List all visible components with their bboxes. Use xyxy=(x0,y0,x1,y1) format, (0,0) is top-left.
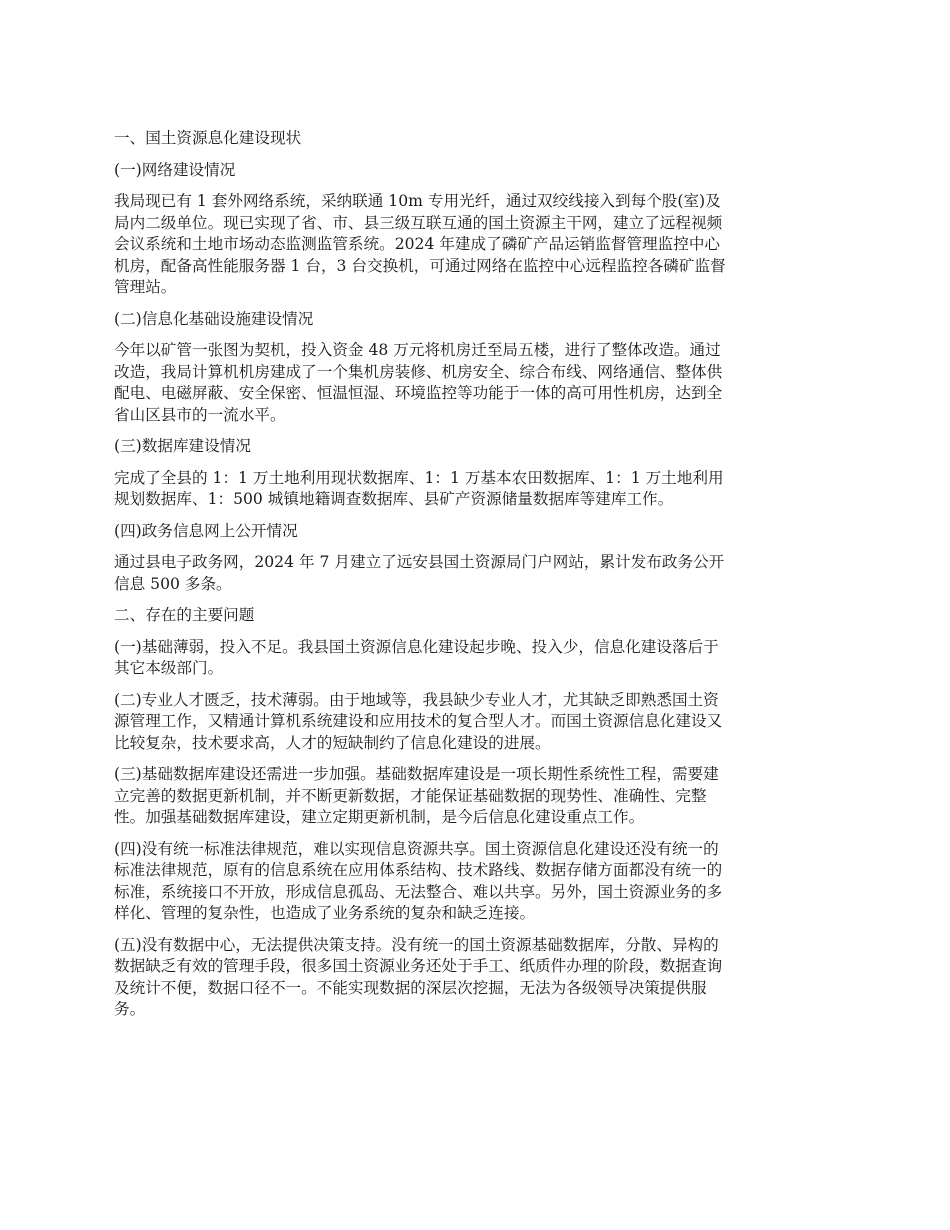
text-line: 其它本级部门。 xyxy=(114,659,224,677)
text-line: 二、存在的主要问题 xyxy=(114,606,255,624)
text-line: 源管理工作，又精通计算机系统建设和应用技术的复合型人才。而国土资源信息化建设又 xyxy=(114,712,723,730)
text-line: 立完善的数据更新机制，并不断更新数据，才能保证基础数据的现势性、准确性、完整 xyxy=(114,786,707,805)
subsection-heading-infrastructure xyxy=(114,309,838,331)
text-line: 机房，配备高性能服务器 1 台，3 台交换机，可通过网络在监控中心远程监控各磷矿监督 xyxy=(114,256,726,275)
paragraph-problem-3 xyxy=(114,764,838,829)
text-line: 今年以矿管一张图为契机，投入资金 48 万元将机房迁至局五楼，进行了整体改造。通过 xyxy=(114,341,721,359)
text-line: (一)网络建设情况 xyxy=(114,160,236,179)
paragraph-infrastructure xyxy=(114,340,838,426)
text-line: 完成了全县的 1：1 万土地利用现状数据库、1：1 万基本农田数据库、1：1 万土地利用 xyxy=(114,468,724,487)
text-line: 省山区县市的一流水平。 xyxy=(114,405,286,424)
text-line: 我局现已有 1 套外网络系统，采纳联通 10m 专用光纤，通过双绞线接入到每个股(室)及 xyxy=(114,192,721,210)
paragraph-problem-5 xyxy=(114,935,838,1021)
text-line: 管理站。 xyxy=(114,278,177,296)
subsection-heading-network xyxy=(114,160,838,182)
subsection-heading-disclosure xyxy=(114,521,838,543)
section-heading-1 xyxy=(114,128,838,150)
text-line: 标准法律规范，原有的信息系统在应用体系结构、技术路线、数据存储方面都没有统一的 xyxy=(114,861,723,879)
text-line: 信息 500 多条。 xyxy=(114,574,232,593)
text-line: 一、国土资源息化建设现状 xyxy=(114,129,302,147)
text-line: 比较复杂，技术要求高，人才的短缺制约了信息化建设的进展。 xyxy=(114,733,551,752)
text-line: 标准，系统接口不开放，形成信息孤岛、无法整合、难以共享。另外，国土资源业务的多 xyxy=(114,882,723,901)
paragraph-database xyxy=(114,468,838,511)
text-line: 及统计不便，数据口径不一。不能实现数据的深层次挖掘，无法为各级领导决策提供服 xyxy=(114,978,707,997)
text-line: 性。加强基础数据库建设，建立定期更新机制，是今后信息化建设重点工作。 xyxy=(114,808,645,826)
subsection-heading-database xyxy=(114,436,838,458)
text-line: 规划数据库、1：500 城镇地籍调查数据库、县矿产资源储量数据库等建库工作。 xyxy=(114,490,674,508)
text-line: (五)没有数据中心，无法提供决策支持。没有统一的国土资源基础数据库，分散、异构的 xyxy=(114,935,719,954)
paragraph-problem-1 xyxy=(114,637,838,680)
text-line: 数据缺乏有效的管理手段，很多国土资源业务还处于手工、纸质件办理的阶段，数据查询 xyxy=(114,957,723,975)
paragraph-problem-4 xyxy=(114,839,838,925)
text-line: 配电、电磁屏蔽、安全保密、恒温恒湿、环境监控等功能于一体的高可用性机房，达到全 xyxy=(114,384,723,402)
text-line: (四)政务信息网上公开情况 xyxy=(114,521,298,540)
text-line: 通过县电子政务网，2024 年 7 月建立了远安县国土资源局门户网站，累计发布政务公开 xyxy=(114,553,725,571)
text-line: (二)专业人才匮乏，技术薄弱。由于地域等，我县缺少专业人才，尤其缺乏即熟悉国土资 xyxy=(114,690,719,709)
text-line: (三)数据库建设情况 xyxy=(114,437,251,455)
text-line: 会议系统和土地市场动态监测监管系统。2024 年建成了磷矿产品运销监督管理监控中心 xyxy=(114,235,721,253)
document-page xyxy=(114,128,838,1031)
text-line: (一)基础薄弱，投入不足。我县国土资源信息化建设起步晚、投入少，信息化建设落后于 xyxy=(114,637,719,656)
text-line: 样化、管理的复杂性，也造成了业务系统的复杂和缺乏连接。 xyxy=(114,904,536,922)
text-line: 局内二级单位。现已实现了省、市、县三级互联互通的国土资源主干网，建立了远程视频 xyxy=(114,213,723,232)
text-line: (二)信息化基础设施建设情况 xyxy=(114,309,314,328)
text-line: (三)基础数据库建设还需进一步加强。基础数据库建设是一项长期性系统性工程，需要建 xyxy=(114,765,719,783)
text-line: 务。 xyxy=(114,1000,146,1018)
text-line: 改造，我局计算机机房建成了一个集机房装修、机房安全、综合布线、网络通信、整体供 xyxy=(114,362,723,381)
text-line: (四)没有统一标准法律规范，难以实现信息资源共享。国土资源信息化建设还没有统一的 xyxy=(114,839,719,858)
section-heading-2 xyxy=(114,605,838,627)
paragraph-network xyxy=(114,191,838,299)
paragraph-problem-2 xyxy=(114,690,838,755)
paragraph-disclosure xyxy=(114,552,838,595)
